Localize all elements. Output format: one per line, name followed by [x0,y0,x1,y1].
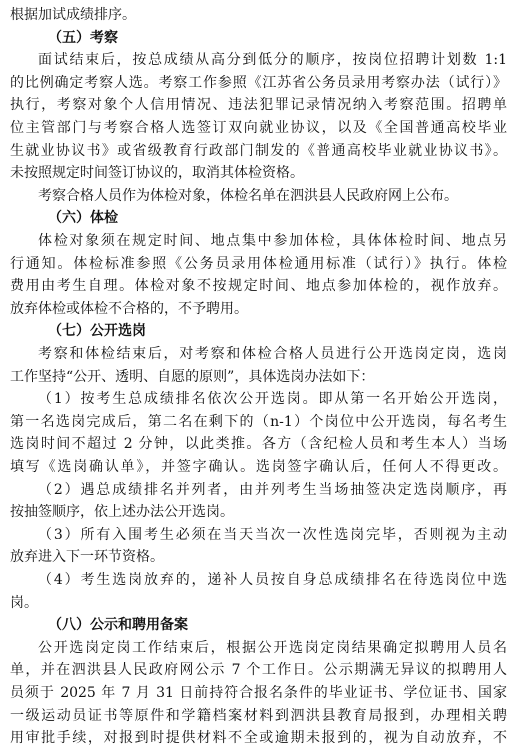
text-line: （4）考生选岗放弃的，递补人员按自身总成绩排名在待选岗位中选 [38,572,507,588]
text-line: （1）按考生总成绩排名依次公开选岗。即从第一名开始公开选岗， [38,391,507,408]
text-line: 第一名选岗完成后，第二名在剩下的（n-1）个岗位中公开选岗，每名考生 [10,413,507,430]
text-line: 根据加试成绩排序。 [10,7,136,23]
text-line: 体检对象须在规定时间、地点集中参加体检，具体体检时间、地点另 [38,233,507,249]
text-line: 用审批手续，对报到时提供材料不全或逾期未报到的，视为自动放弃，不 [10,730,507,747]
text-line: 单，并在泗洪县人民政府网公示 7 个工作日。公示期满无异议的拟聘用人 [10,662,507,679]
text-line: 行通知。体检标准参照《公务员录用体检通用标准（试行）》执行。体检 [10,255,507,272]
text-line: （2）遇总成绩排名并列者，由并列考生当场抽签决定选岗顺序，再 [38,481,507,498]
text-line: 位主管部门与考察合格人选签订双向就业协议，以及《全国普通高校毕业 [10,120,507,136]
text-line: 填写《选岗确认单》，并签字确认。选岗签字确认后，任何人不得更改。 [10,459,507,475]
section-heading-8: （八）公示和聘用备案 [48,617,188,634]
section-heading-7: （七）公开选岗 [48,323,146,340]
text-line: 面试结束后，按总成绩从高分到低分的顺序，按岗位招聘计划数 1:1 [38,52,507,69]
text-line: 选岗时间不超过 2 分钟，以此类推。各方（含纪检人员和考生本人）当场 [10,436,507,453]
section-heading-5: （五）考察 [48,29,118,46]
text-line: 未按照规定时间签订协议的，取消其体检资格。 [10,165,304,182]
text-line: 岗。 [10,594,38,611]
text-line: 员须于 2025 年 7 月 31 日前持符合报名条件的毕业证书、学位证书、国家 [10,685,507,701]
text-line: 考察合格人员作为体检对象，体检名单在泗洪县人民政府网上公布。 [38,187,458,204]
text-line: （3）所有入围考生必须在当天当次一次性选岗完毕，否则视为主动 [38,526,507,543]
text-line: 的比例确定考察人选。考察工作参照《江苏省公务员录用考察办法（试行）》 [10,74,507,91]
text-line: 公开选岗定岗工作结束后，根据公开选岗定岗结果确定拟聘用人员名 [38,639,507,656]
text-line: 费用由考生自理。体检对象不按规定时间、地点参加体检的，视作放弃。 [10,278,507,295]
text-line: 考察和体检结束后，对考察和体检合格人员进行公开选岗定岗，选岗 [38,346,507,362]
text-line: 执行，考察对象个人信用情况、违法犯罪记录情况纳入考察范围。招聘单 [10,97,507,114]
section-heading-6: （六）体检 [48,210,118,227]
text-line: 生就业协议书》或省级教育行政部门制发的《普通高校毕业就业协议书》。 [10,142,507,159]
text-line: 一级运动员证书等原件和学籍档案材料到泗洪县教育局报到，办理相关聘 [10,707,507,724]
text-line: 工作坚持“公开、透明、自愿的原则”，具体选岗办法如下： [10,368,375,385]
text-line: 放弃进入下一环节资格。 [10,549,164,566]
text-line: 按抽签顺序，依上述办法公开选岗。 [10,504,234,521]
text-line: 放弃体检或体检不合格的，不予聘用。 [10,300,248,317]
